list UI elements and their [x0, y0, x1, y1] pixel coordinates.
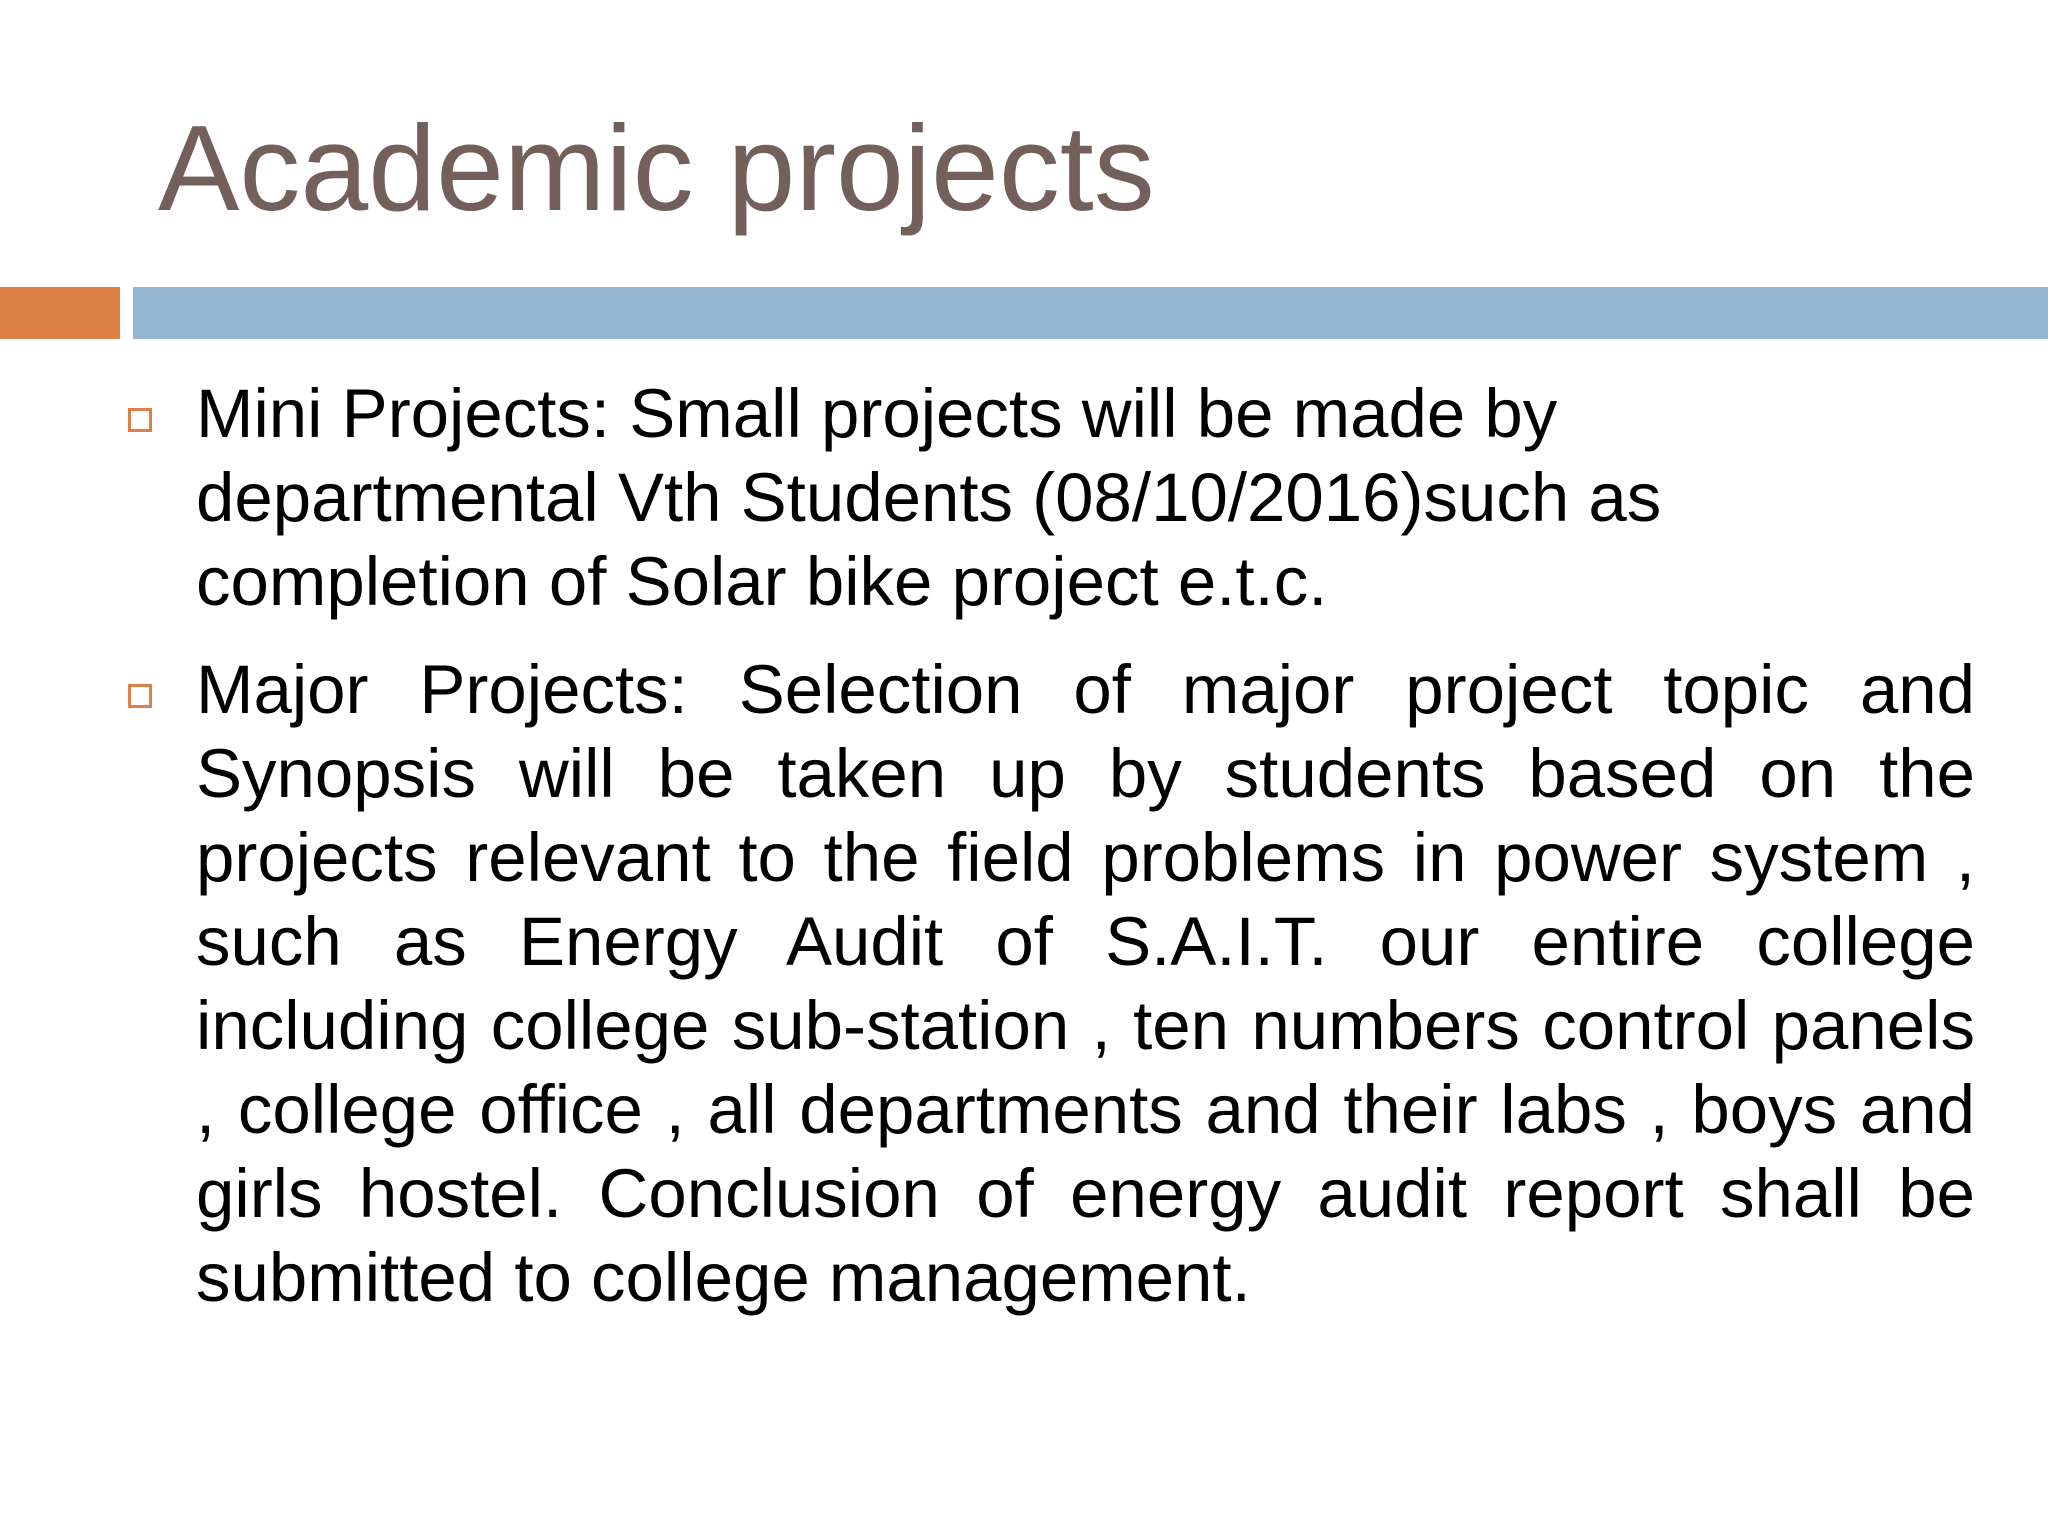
bullet-text-mini-projects: Mini Projects: Small projects will be made by departmental Vth Students (08/10/2016)such as completion of Solar bike project e.t.c. [196, 375, 1662, 620]
title-divider-bar [133, 287, 2048, 339]
bullet-item-major-projects [120, 648, 1975, 1320]
bullet-item-mini-projects [120, 372, 1975, 624]
square-bullet-icon [128, 408, 152, 432]
square-bullet-icon [128, 684, 152, 708]
title-accent-bar [0, 287, 120, 339]
bullet-list [120, 372, 1975, 1344]
bullet-text-major-projects: Major Projects: Selection of major project topic and Synopsis will be taken up by students based on the projects relevant to the field problems in power system , such as Energy Audit of S.A.I.T. our entire college including college sub-station , ten numbers control panels , college office , all departments and their labs , boys and girls hostel. Conclusion of energy audit report shall be submitted to college management. [196, 651, 1975, 1316]
slide-title: Academic projects [158, 100, 1155, 236]
